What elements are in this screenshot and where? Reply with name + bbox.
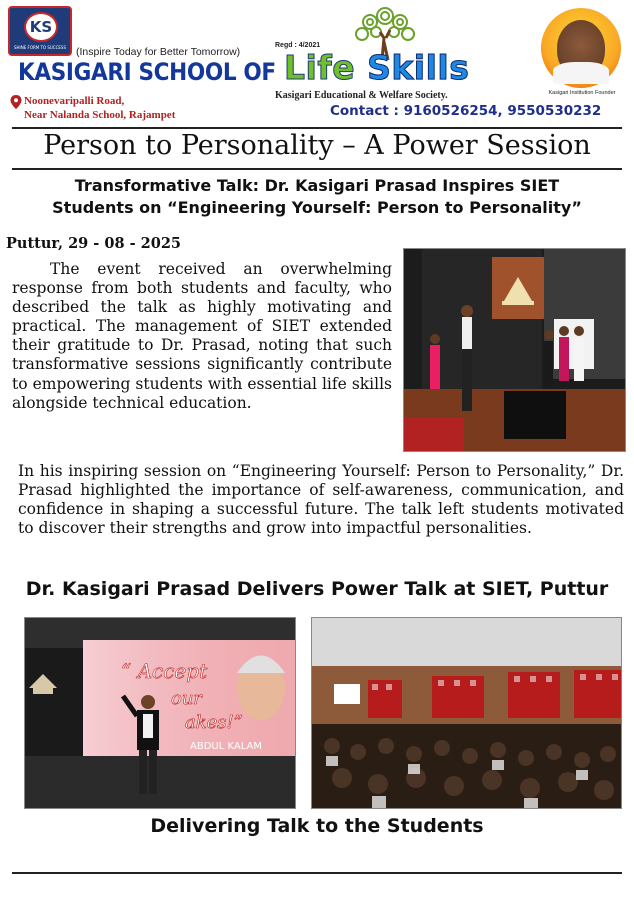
subtitle-line-2: Students on “Engineering Yourself: Person to Personality” (52, 198, 582, 217)
award-photo-scene (404, 249, 626, 452)
audience-photo-scene (312, 618, 622, 809)
ks-logo (8, 6, 72, 56)
life-skills-logotype (284, 48, 469, 87)
slide-author: ABDUL KALAM (190, 741, 262, 752)
registration-number: Regd : 4/2021 (275, 42, 321, 49)
paragraph-1-text: The event received an overwhelming response from both students and faculty, who described the talk as highly motivating and practical. The management of SIET extended their gratitude to Dr. Prasad, noting that such transformative sessions significantly contribute to empowering students with essential life skills alongside technical education. (12, 260, 392, 412)
school-tagline: (Inspire Today for Better Tomorrow) (76, 46, 241, 58)
slide-line-3: akes!” (185, 712, 243, 733)
founder-label: Kasigari Institution Founder (548, 90, 616, 96)
location-pin-icon (10, 95, 22, 109)
paragraph-response (12, 260, 392, 413)
section-heading: Dr. Kasigari Prasad Delivers Power Talk at SIET, Puttur (25, 578, 609, 600)
speaker-photo-scene (25, 618, 296, 809)
society-name: Kasigari Educational & Welfare Society. (275, 90, 448, 101)
article-subtitle (0, 175, 634, 219)
life-word: Life (284, 48, 356, 87)
dateline: Puttur, 29 - 08 - 2025 (6, 235, 182, 252)
photo-caption: Delivering Talk to the Students (150, 815, 484, 837)
audience-photo (311, 617, 622, 809)
divider-bottom (12, 872, 622, 874)
contact-numbers: Contact : 9160526254, 9550530232 (330, 103, 602, 119)
slide-line-1: “ Accept (121, 659, 208, 683)
founder-shirt (553, 62, 609, 84)
school-name: KASIGARI SCHOOL OF (18, 58, 276, 86)
ks-logo-tagline: SHINE FORM TO SUCCESS (14, 45, 66, 50)
ks-logo-text: KS (24, 12, 58, 42)
skills-word: Skills (367, 48, 470, 87)
speaker-photo (24, 617, 296, 809)
divider-title (12, 168, 622, 170)
subtitle-line-1: Transformative Talk: Dr. Kasigari Prasad Inspires SIET (74, 176, 560, 195)
address-line-1: Noonevaripalli Road, (24, 95, 125, 107)
paragraph-session: In his inspiring session on “Engineering Yourself: Person to Personality,” Dr. Prasad highlighted the importance of self-awareness, communication, and confidence in shaping a successful future. The talk left students motivated to discover their strengths and grow into impactful personalities. (18, 462, 624, 538)
divider-top (12, 127, 622, 129)
slide-line-2: our (171, 688, 203, 709)
address-line-2: Near Nalanda School, Rajampet (24, 109, 176, 121)
page-title: Person to Personality – A Power Session (43, 130, 591, 161)
award-photo (403, 248, 626, 452)
